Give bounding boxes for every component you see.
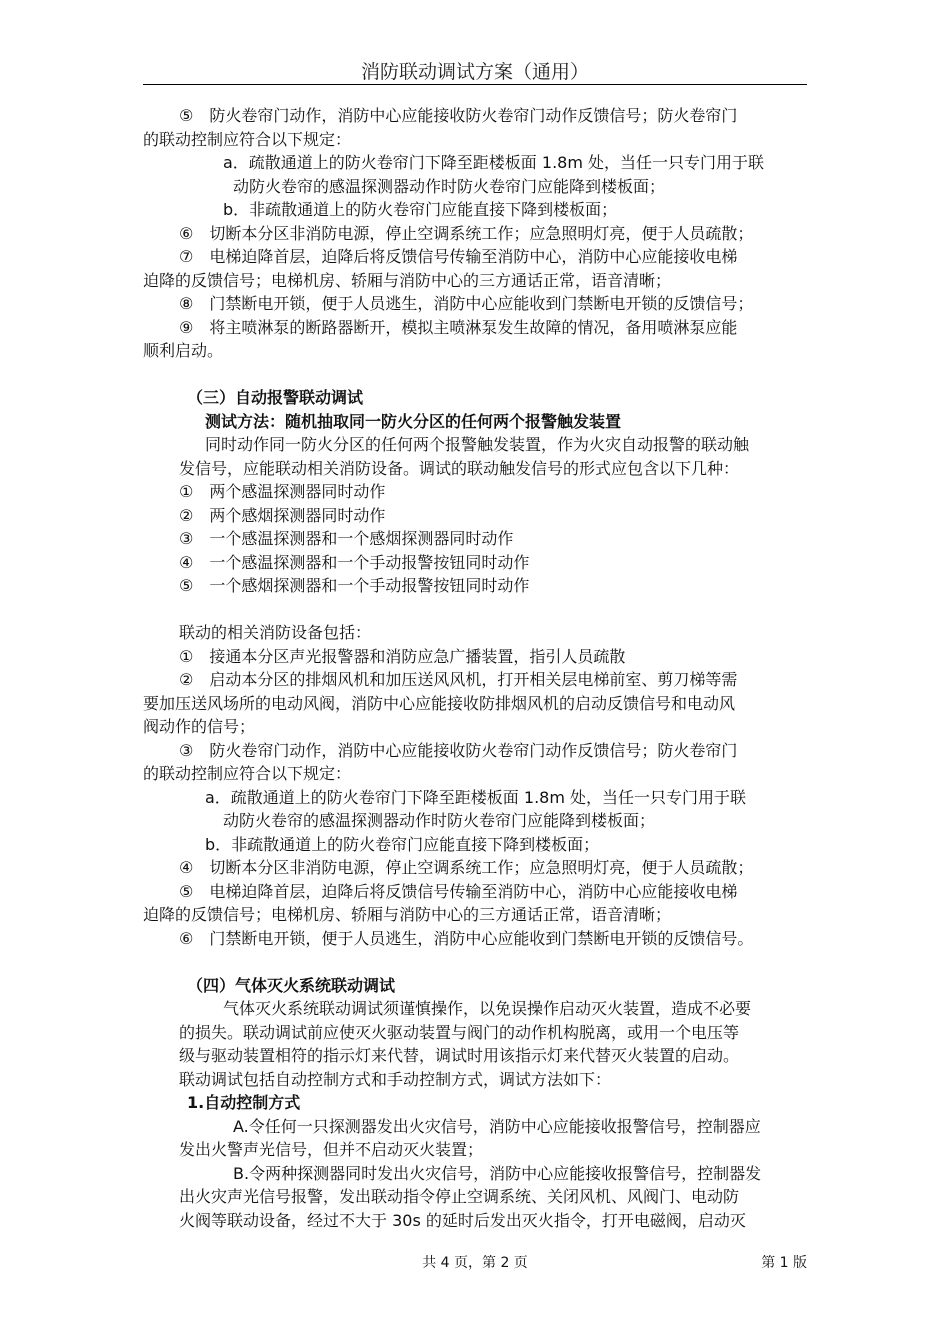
paragraph-line: A.令任何一只探测器发出火灾信号，消防中心应能接收报警信号，控制器应 [233, 1116, 761, 1136]
version-label: 第 1 版 [761, 1255, 807, 1271]
paragraph-line: 的联动控制应符合以下规定： [143, 764, 352, 783]
paragraph-line: 气体灭火系统联动调试须谨慎操作，以免误操作启动灭火装置，造成不必要 [223, 999, 752, 1018]
list-item: ① 接通本分区声光报警器和消防应急广播装置，指引人员疏散 [179, 646, 626, 666]
paragraph-line: 动防火卷帘的感温探测器动作时防火卷帘门应能降到楼板面； [223, 811, 656, 830]
paragraph-line: ⑤ 防火卷帘门动作，消防中心应能接收防火卷帘门动作反馈信号；防火卷帘门 [179, 106, 738, 125]
paragraph-line: 的损失。联动调试前应使灭火驱动装置与阀门的动作机构脱离，或用一个电压等 [179, 1022, 740, 1042]
paragraph-line: 迫降的反馈信号；电梯机房、轿厢与消防中心的三方通话正常，语音清晰； [143, 270, 672, 290]
document-body [143, 104, 805, 1232]
paragraph-line: 同时动作同一防火分区的任何两个报警触发装置，作为火灾自动报警的联动触 [205, 435, 750, 454]
paragraph-line: a．疏散通道上的防火卷帘门下降至距楼板面 1.8m 处，当任一只专门用于联 [223, 153, 765, 172]
list-item: ⑥ 门禁断电开锁，便于人员逃生，消防中心应能收到门禁断电开锁的反馈信号。 [179, 928, 754, 948]
subsection-heading: 1.自动控制方式 [187, 1093, 301, 1112]
paragraph-line: ⑧ 门禁断电开锁，便于人员逃生，消防中心应能收到门禁断电开锁的反馈信号； [179, 294, 754, 313]
list-item: ② 两个感烟探测器同时动作 [179, 505, 386, 525]
paragraph-line: ⑥ 切断本分区非消防电源，停止空调系统工作；应急照明灯亮，便于人员疏散； [179, 223, 754, 243]
section-heading: （三）自动报警联动调试 [187, 388, 364, 407]
paragraph-line: a．疏散通道上的防火卷帘门下降至距楼板面 1.8m 处，当任一只专门用于联 [205, 787, 747, 807]
paragraph-line: 的联动控制应符合以下规定： [143, 129, 352, 149]
paragraph-line: b．非疏散通道上的防火卷帘门应能直接下降到楼板面； [205, 834, 600, 854]
paragraph-line: 联动的相关消防设备包括： [179, 623, 372, 642]
paragraph-line: 动防火卷帘的感温探测器动作时防火卷帘门应能降到楼板面； [233, 176, 666, 196]
paragraph-line: 出火灾声光信号报警，发出联动指令停止空调系统、关闭风机、风阀门、电动防 [179, 1187, 740, 1206]
paragraph-line: 要加压送风场所的电动风阀，消防中心应能接收防排烟风机的启动反馈信号和电动风 [143, 693, 736, 713]
paragraph-line: ⑨ 将主喷淋泵的断路器断开，模拟主喷淋泵发生故障的情况，备用喷淋泵应能 [179, 317, 738, 337]
list-item: ① 两个感温探测器同时动作 [179, 482, 386, 501]
paragraph-line: 迫降的反馈信号；电梯机房、轿厢与消防中心的三方通话正常，语音清晰； [143, 905, 672, 924]
list-item: ② 启动本分区的排烟风机和加压送风风机，打开相关层电梯前室、剪刀梯等需 [179, 670, 738, 689]
paragraph-line: 火阀等联动设备，经过不大于 30s 的延时后发出灭火指令，打开电磁阀，启动灭 [179, 1210, 746, 1230]
paragraph-line: 发信号，应能联动相关消防设备。调试的联动触发信号的形式应包含以下几种： [179, 458, 740, 478]
page-number: 共 4 页，第 2 页 [422, 1255, 528, 1271]
list-item: ③ 防火卷帘门动作，消防中心应能接收防火卷帘门动作反馈信号；防火卷帘门 [179, 740, 738, 760]
list-item: ⑤ 电梯迫降首层，迫降后将反馈信号传输至消防中心，消防中心应能接收电梯 [179, 881, 738, 901]
paragraph-line: 顺利启动。 [143, 341, 224, 360]
list-item: ③ 一个感温探测器和一个感烟探测器同时动作 [179, 529, 514, 548]
paragraph-line: ⑦ 电梯迫降首层，迫降后将反馈信号传输至消防中心，消防中心应能接收电梯 [179, 247, 738, 266]
subsection-heading: 测试方法：随机抽取同一防火分区的任何两个报警触发装置 [205, 411, 622, 431]
list-item: ⑤ 一个感烟探测器和一个手动报警按钮同时动作 [179, 576, 530, 595]
paragraph-line: 阀动作的信号； [143, 717, 256, 736]
paragraph-line: b．非疏散通道上的防火卷帘门应能直接下降到楼板面； [223, 200, 618, 219]
header-divider [143, 84, 807, 85]
paragraph-line: 级与驱动装置相符的指示灯来代替，调试时用该指示灯来代替灭火装置的启动。 [179, 1046, 740, 1065]
paragraph-line: 发出火警声光信号，但并不启动灭火装置； [179, 1140, 484, 1159]
page-header-title: 消防联动调试方案（通用） [360, 61, 589, 83]
paragraph-line: B.令两种探测器同时发出火灾信号，消防中心应能接收报警信号，控制器发 [233, 1163, 762, 1183]
list-item: ④ 切断本分区非消防电源，停止空调系统工作；应急照明灯亮，便于人员疏散； [179, 858, 754, 877]
section-heading: （四）气体灭火系统联动调试 [187, 975, 396, 995]
list-item: ④ 一个感温探测器和一个手动报警按钮同时动作 [179, 552, 530, 572]
paragraph-line: 联动调试包括自动控制方式和手动控制方式，调试方法如下： [179, 1069, 612, 1089]
